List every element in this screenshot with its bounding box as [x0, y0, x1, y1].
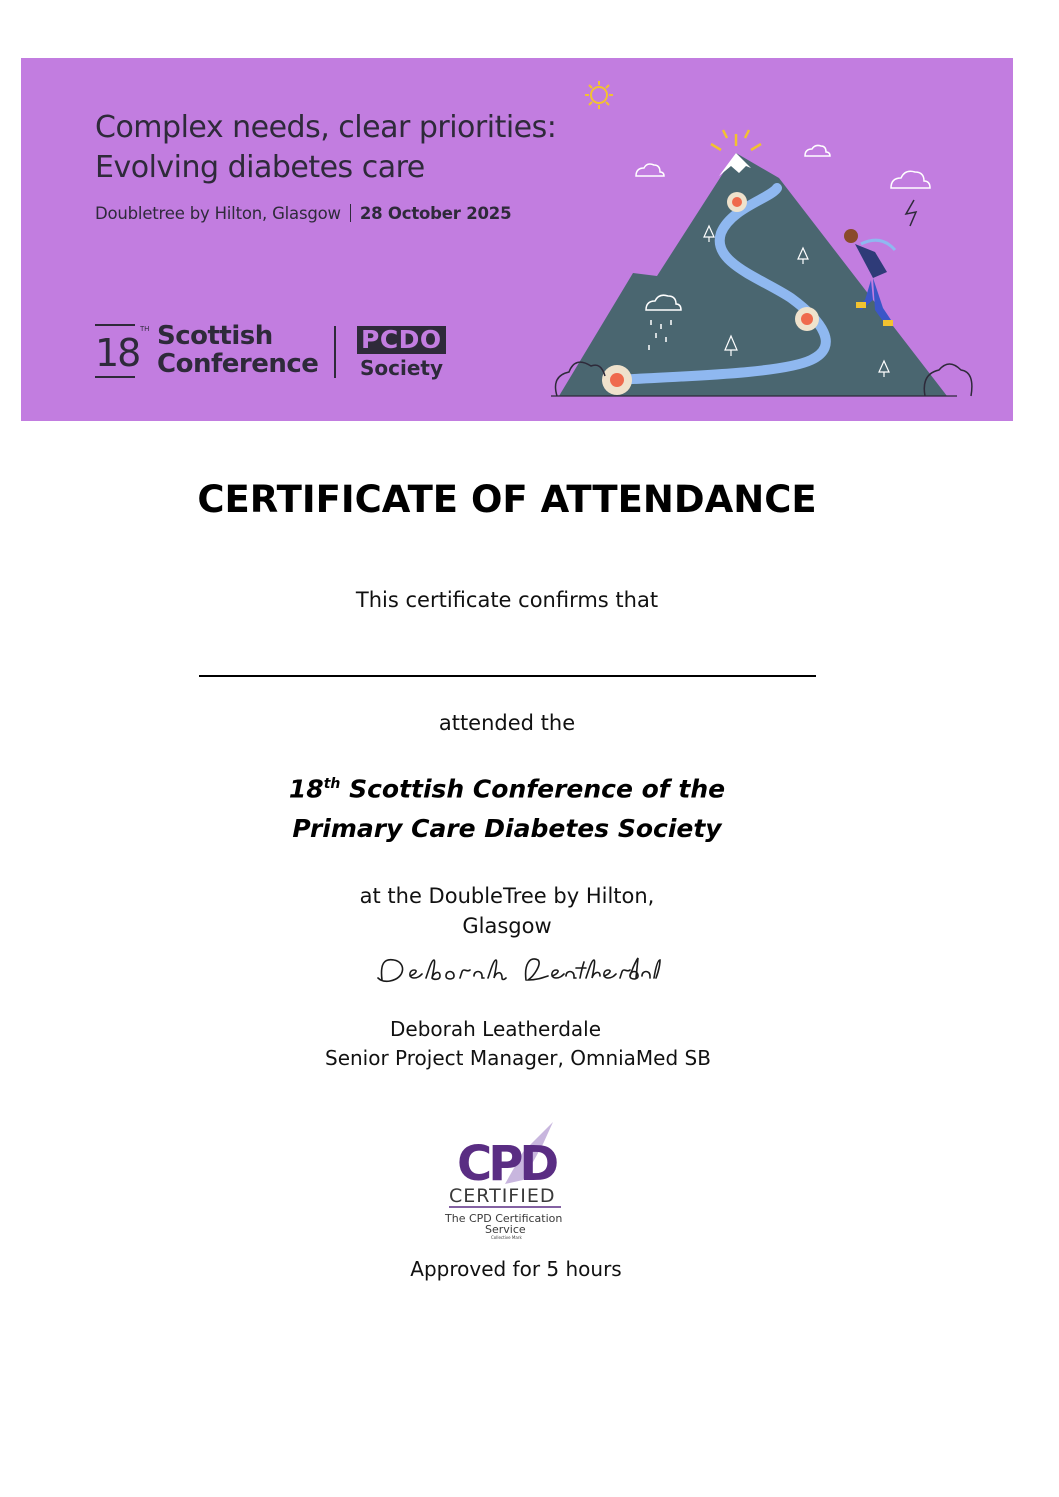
location-line2: Glasgow [462, 914, 552, 938]
attendee-name-line [199, 675, 816, 677]
conference-name [0, 764, 1014, 849]
certificate-title: CERTIFICATE OF ATTENDANCE [197, 478, 817, 521]
svg-text:CERTIFIED: CERTIFIED [449, 1185, 556, 1207]
conference-name-line2: Primary Care Diabetes Society [292, 814, 722, 844]
conference-number: 18 [288, 774, 324, 804]
peak-rays [711, 130, 761, 150]
location-line1: at the DoubleTree by Hilton, [359, 884, 655, 908]
logo-superscript: TH [140, 326, 150, 333]
svg-text:The CPD Certification: The CPD Certification [445, 1212, 563, 1225]
logo-line1: Scottish [157, 321, 273, 351]
signature [376, 950, 661, 990]
signer-role: Senior Project Manager, OmniaMed SB [325, 1046, 711, 1070]
mountain-illustration [521, 58, 1001, 421]
approved-hours: Approved for 5 hours [410, 1257, 622, 1281]
signer-name: Deborah Leatherdale [390, 1017, 602, 1041]
logo-line2: Conference [157, 349, 319, 379]
banner-title-line2: Evolving diabetes care [95, 150, 425, 185]
svg-text:Service: Service [485, 1223, 526, 1236]
banner-venue: Doubletree by Hilton, Glasgow [95, 204, 341, 223]
conference-name-rest: Scottish Conference of the [340, 774, 726, 804]
logo-text [157, 322, 318, 378]
logo-divider [334, 326, 336, 378]
pcdo-society-logo [357, 326, 446, 380]
banner-subtitle [95, 204, 511, 223]
svg-text:Collective Mark: Collective Mark [491, 1235, 522, 1240]
logo-rule [95, 376, 135, 378]
header-banner [21, 58, 1013, 421]
cpd-certified-logo [443, 1122, 573, 1240]
conference-name-line1 [0, 764, 1014, 809]
conference-suffix: th [323, 776, 341, 792]
sun-icon [585, 81, 613, 109]
logo-number: 18 [95, 331, 140, 375]
logo-rule [95, 324, 135, 326]
divider [350, 204, 351, 222]
pcdo-box: PCDO [357, 326, 446, 354]
confirms-text: This certificate confirms that [355, 588, 659, 612]
svg-text:CPD: CPD [457, 1136, 556, 1192]
banner-title-line1: Complex needs, clear priorities: [95, 110, 557, 145]
society-label: Society [360, 356, 444, 380]
attended-text: attended the [438, 711, 576, 735]
banner-date: 28 October 2025 [359, 204, 512, 223]
